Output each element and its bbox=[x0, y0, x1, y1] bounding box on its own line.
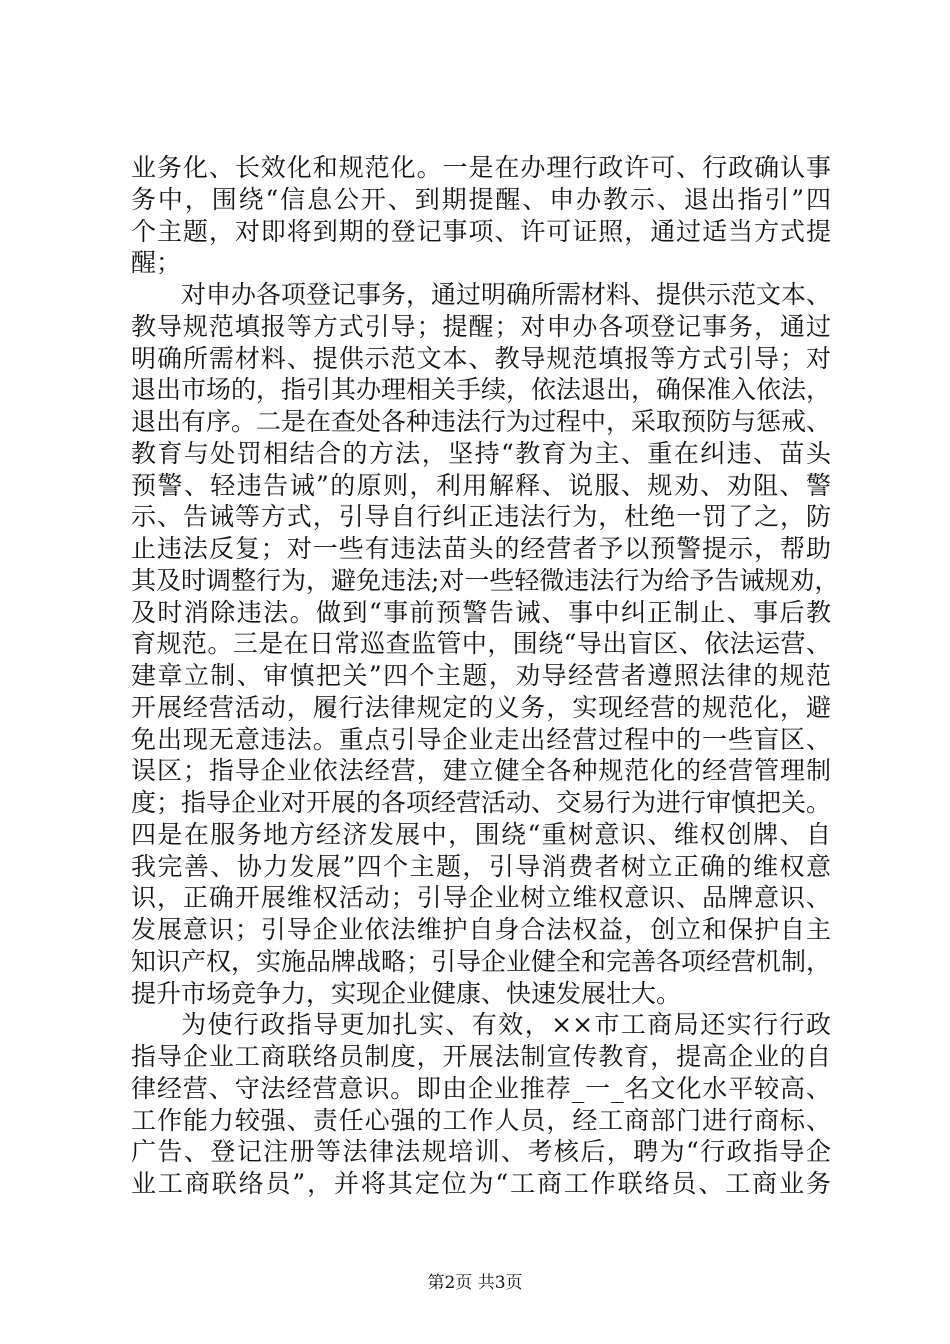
text-line: 对申办各项登记事务，通过明确所需材料、提供示范文本、 bbox=[181, 280, 832, 309]
body-text bbox=[131, 152, 840, 1200]
text-line: 误区；指导企业依法经营，建立健全各种规范化的经营管理制 bbox=[131, 756, 831, 786]
text-line: 务中，围绕“信息公开、到期提醒、申办教示、退出指引”四 bbox=[131, 184, 831, 214]
text-line: 我完善、协力发展”四个主题，引导消费者树立正确的维权意 bbox=[131, 851, 831, 881]
text-line: 预警、轻违告诫”的原则，利用解释、说服、规劝、劝阻、警 bbox=[131, 470, 831, 500]
text-line: 指导企业工商联络员制度，开展法制宣传教育，提高企业的自 bbox=[131, 1042, 831, 1071]
text-line: 提升市场竞争力，实现企业健康、快速发展壮大。 bbox=[131, 978, 682, 1008]
page-number: 第2页 共3页 bbox=[427, 1273, 523, 1293]
text-line: 退出有序。二是在查处各种违法行为过程中，采取预防与惩戒、 bbox=[131, 407, 832, 436]
text-line: 广告、登记注册等法律法规培训、考核后，聘为“行政指导企 bbox=[131, 1137, 831, 1167]
text-line: 工作能力较强、责任心强的工作人员，经工商部门进行商标、 bbox=[131, 1105, 831, 1135]
text-line: 度；指导企业对开展的各项经营活动、交易行为进行审慎把关。 bbox=[131, 788, 832, 817]
text-line: 及时消除违法。做到“事前预警告诫、事中纠正制止、事后教 bbox=[131, 597, 831, 627]
text-line: 知识产权，实施品牌战略；引导企业健全和完善各项经营机制， bbox=[131, 946, 832, 976]
text-line: 教导规范填报等方式引导；提醒；对申办各项登记事务，通过 bbox=[131, 311, 831, 341]
text-line: 识，正确开展维权活动；引导企业树立维权意识、品牌意识、 bbox=[131, 883, 831, 913]
text-line: 律经营、守法经营意识。即由企业推荐_一_名文化水平较高、 bbox=[131, 1073, 831, 1103]
text-line: 育规范。三是在日常巡查监管中，围绕“导出盲区、依法运营、 bbox=[131, 629, 831, 659]
text-line: 醒； bbox=[131, 248, 182, 278]
text-line: 建章立制、审慎把关”四个主题，劝导经营者遵照法律的规范 bbox=[131, 661, 831, 690]
text-line: 业工商联络员”，并将其定位为“工商工作联络员、工商业务 bbox=[131, 1169, 831, 1198]
page-footer bbox=[0, 1272, 950, 1294]
text-line: 示、告诫等方式，引导自行纠正违法行为，杜绝一罚了之，防 bbox=[131, 502, 831, 532]
text-line: 发展意识；引导企业依法维护自身合法权益，创立和保护自主 bbox=[131, 915, 831, 944]
text-line: 退出市场的，指引其办理相关手续，依法退出，确保准入依法， bbox=[131, 375, 832, 405]
text-line: 免出现无意违法。重点引导企业走出经营过程中的一些盲区、 bbox=[131, 724, 831, 754]
text-line: 业务化、长效化和规范化。一是在办理行政许可、行政确认事 bbox=[131, 153, 831, 182]
text-line: 其及时调整行为，避免违法;对一些轻微违法行为给予告诫规劝， bbox=[131, 565, 840, 595]
text-line: 教育与处罚相结合的方法，坚持“教育为主、重在纠违、苗头 bbox=[131, 438, 831, 468]
text-line: 开展经营活动，履行法律规定的义务，实现经营的规范化，避 bbox=[131, 692, 831, 722]
text-line: 为使行政指导更加扎实、有效，××市工商局还实行行政 bbox=[181, 1010, 831, 1040]
text-line: 止违法反复；对一些有违法苗头的经营者予以预警提示，帮助 bbox=[131, 534, 831, 563]
text-line: 个主题，对即将到期的登记事项、许可证照，通过适当方式提 bbox=[131, 216, 831, 246]
text-line: 明确所需材料、提供示范文本、教导规范填报等方式引导；对 bbox=[131, 343, 831, 373]
text-line: 四是在服务地方经济发展中，围绕“重树意识、维权创牌、自 bbox=[131, 819, 831, 849]
